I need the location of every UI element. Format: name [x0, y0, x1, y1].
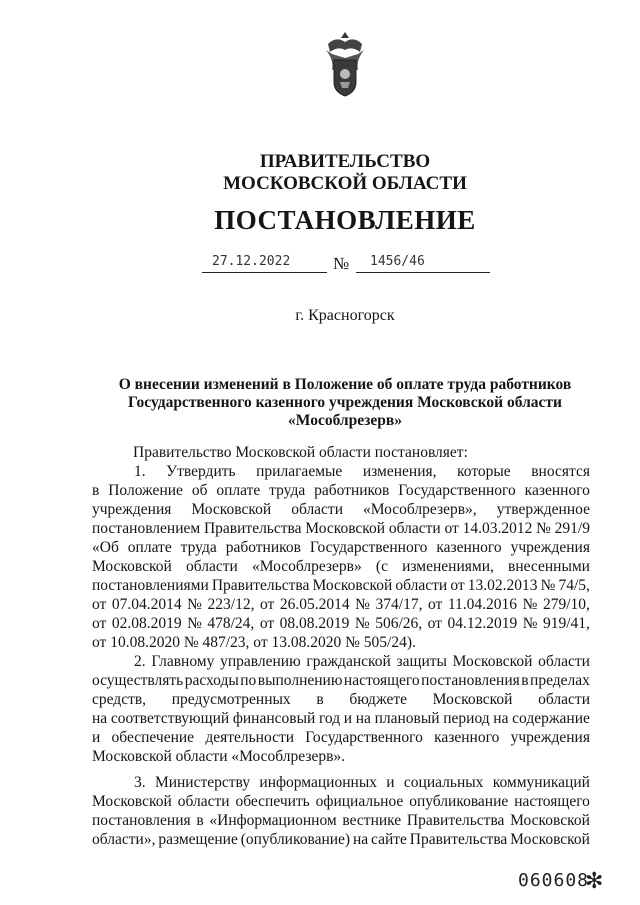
word: от	[444, 520, 459, 537]
word: бюджете	[349, 691, 407, 708]
word: казенного	[524, 482, 590, 499]
word: от	[260, 596, 275, 613]
word: об	[191, 482, 208, 499]
word: в	[196, 812, 204, 829]
paragraph2-line	[92, 690, 590, 709]
word: управлению	[220, 653, 301, 670]
paragraph2-line	[92, 728, 590, 747]
word: Правительства	[211, 577, 310, 594]
word: 223/12,	[207, 596, 255, 613]
word: 07.04.2014	[111, 596, 182, 613]
subject-line: «Мособлрезерв»	[288, 412, 402, 429]
word: по	[240, 672, 257, 689]
date-underline	[202, 272, 327, 273]
word: Московской	[191, 501, 272, 518]
word: Московской	[510, 812, 590, 829]
word: №	[187, 615, 202, 632]
word: Московской	[432, 691, 513, 708]
word: учреждения	[510, 539, 590, 556]
paragraph1-line	[92, 538, 590, 557]
word: вносятся	[531, 463, 590, 480]
word: (опубликование)	[240, 831, 351, 848]
word: труда	[180, 539, 217, 556]
paragraph1-line	[92, 595, 590, 614]
paragraph3-line	[92, 830, 590, 849]
word: 478/24,	[207, 615, 255, 632]
word: Московской	[312, 577, 393, 594]
word: гражданской	[306, 653, 391, 670]
paragraph1-last-line: от 10.08.2020 № 487/23, от 13.08.2020 № 505/24).	[92, 634, 416, 651]
word: №	[354, 615, 370, 632]
word: №	[187, 596, 202, 613]
word: области	[395, 577, 448, 594]
word: 506/26,	[375, 615, 423, 632]
word: Министерству	[154, 774, 251, 791]
word: Московской	[510, 831, 590, 848]
word: прилагаемые	[256, 463, 343, 480]
word: настоящего	[514, 793, 590, 810]
document-number: 1456/46	[370, 254, 425, 269]
word: Утвердить	[166, 463, 236, 480]
paragraph1-first-line	[134, 462, 590, 481]
word: казенного	[436, 539, 502, 556]
word: внесенными	[508, 558, 590, 575]
word: «Об	[92, 539, 119, 556]
word: на	[493, 710, 509, 727]
word: в	[521, 672, 529, 689]
word: размещение	[158, 831, 238, 848]
word: 04.12.2019	[447, 615, 518, 632]
paragraph3-line	[92, 811, 590, 830]
word: 291/9	[554, 520, 590, 537]
word: утвержденное	[496, 501, 590, 518]
word: период	[443, 710, 490, 727]
paragraph1-line	[92, 614, 590, 633]
word: Государственного	[305, 729, 423, 746]
word: Московской	[452, 653, 533, 670]
word: информационных	[259, 774, 377, 791]
paragraph3-first-line	[134, 773, 590, 792]
word: №	[355, 596, 370, 613]
word: защиты	[396, 653, 447, 670]
word: №	[536, 520, 551, 537]
number-underline	[356, 272, 490, 273]
word: изменения,	[362, 463, 437, 480]
word: труда	[269, 482, 306, 499]
word: Главному	[151, 653, 215, 670]
word: работников	[225, 539, 301, 556]
word: осуществлять	[92, 672, 184, 689]
paragraph1-line	[92, 481, 590, 500]
number-label: №	[333, 254, 350, 273]
word: 374/17,	[375, 596, 423, 613]
word: расходы	[184, 672, 239, 689]
word: области	[185, 558, 238, 575]
word: официальное	[315, 793, 404, 810]
word: 2.	[134, 653, 146, 670]
word: 279/10,	[542, 596, 590, 613]
word: области	[177, 793, 230, 810]
word: Московской	[92, 793, 172, 810]
word: вестнике	[342, 812, 402, 829]
word: в	[316, 691, 324, 708]
paragraph1-line	[92, 519, 590, 538]
word: выполнению	[257, 672, 343, 689]
word: предусмотренных	[171, 691, 291, 708]
word: «Информационном	[209, 812, 337, 829]
paragraph2-first-line	[134, 652, 590, 671]
word: пределах	[530, 672, 590, 689]
word: и	[92, 729, 101, 746]
word: №	[522, 615, 538, 632]
word: коммуникаций	[492, 774, 590, 791]
word: 08.08.2019	[279, 615, 350, 632]
paragraph2-last-line: Московской области «Мособлрезерв».	[92, 748, 346, 765]
word: постановлениями	[92, 577, 209, 594]
word: 13.02.2013	[467, 577, 538, 594]
word: «Мособлрезерв»	[251, 558, 362, 575]
word: Московской	[92, 558, 172, 575]
word: средств,	[92, 691, 147, 708]
paragraph2-line	[92, 671, 590, 690]
word: постановления	[421, 672, 520, 689]
asterisk-icon: ✻	[585, 868, 604, 893]
paragraph1-line	[92, 576, 590, 595]
word: от	[450, 577, 465, 594]
word: год	[318, 710, 341, 727]
word: на	[352, 831, 369, 848]
word: Правительства	[203, 520, 302, 537]
word: 74/5,	[558, 577, 590, 594]
word: постановления	[92, 812, 191, 829]
word: и	[343, 710, 353, 727]
subject-line: О внесении изменений в Положение об оплате труда работников	[118, 376, 572, 393]
subject-line: Государственного казенного учреждения Московской области	[128, 394, 562, 411]
word: деятельности	[205, 729, 295, 746]
word: опубликование	[409, 793, 509, 810]
city-name: г. Красногорск	[295, 307, 395, 324]
word: социальных	[403, 774, 484, 791]
word: постановлением	[92, 520, 201, 537]
word: плановый	[374, 710, 440, 727]
word: области	[538, 691, 590, 708]
word: оплате	[216, 482, 261, 499]
government-name-line2: МОСКОВСКОЙ ОБЛАСТИ	[223, 173, 467, 194]
word: от	[428, 596, 443, 613]
word: Правительства	[406, 812, 505, 829]
word: соответствующий	[110, 710, 230, 727]
word: 02.08.2019	[111, 615, 182, 632]
word: оплате	[127, 539, 172, 556]
intro-paragraph: Правительство Московской области постановляет:	[133, 444, 468, 461]
word: от	[427, 615, 442, 632]
government-name-line1: ПРАВИТЕЛЬСТВО	[259, 151, 431, 172]
word: области»,	[92, 831, 156, 848]
word: финансовый	[232, 710, 316, 727]
word: изменениями,	[402, 558, 494, 575]
word: Московской	[305, 520, 386, 537]
word: обеспечить	[235, 793, 310, 810]
word: области	[388, 520, 441, 537]
word: (с	[375, 558, 388, 575]
word: которые	[457, 463, 511, 480]
word: от	[259, 615, 275, 632]
word: области	[538, 653, 590, 670]
coat-of-arms-emblem	[322, 30, 368, 100]
word: 1.	[134, 463, 146, 480]
paragraph1-line	[92, 557, 590, 576]
word: Правительства	[409, 831, 508, 848]
paragraph2-line	[92, 709, 590, 728]
word: 26.05.2014	[279, 596, 350, 613]
paragraph3-line	[92, 792, 590, 811]
word: от	[92, 596, 107, 613]
word: содержание	[512, 710, 590, 727]
word: 14.03.2012	[462, 520, 533, 537]
word: казенного	[434, 729, 500, 746]
word: настоящего	[343, 672, 420, 689]
word: от	[92, 615, 107, 632]
word: в	[92, 482, 100, 499]
word: Положение	[108, 482, 183, 499]
word: №	[522, 596, 538, 613]
document-type-title: ПОСТАНОВЛЕНИЕ	[214, 205, 476, 235]
word: работников	[314, 482, 390, 499]
word: области	[291, 501, 344, 518]
document-serial-code: 060608	[518, 870, 590, 891]
word: 919/41,	[543, 615, 590, 632]
word: Государственного	[309, 539, 428, 556]
document-date: 27.12.2022	[212, 254, 291, 269]
word: учреждения	[92, 501, 172, 518]
word: Государственного	[398, 482, 516, 499]
word: на	[92, 710, 108, 727]
word: 3.	[134, 774, 146, 791]
paragraph1-line	[92, 500, 590, 519]
word: 11.04.2016	[447, 596, 518, 613]
word: и	[386, 774, 395, 791]
word: «Мособлрезерв»,	[363, 501, 477, 518]
word: на	[355, 710, 371, 727]
word: обеспечение	[111, 729, 195, 746]
word: учреждения	[510, 729, 590, 746]
word: №	[540, 577, 556, 594]
word: сайте	[371, 831, 407, 848]
